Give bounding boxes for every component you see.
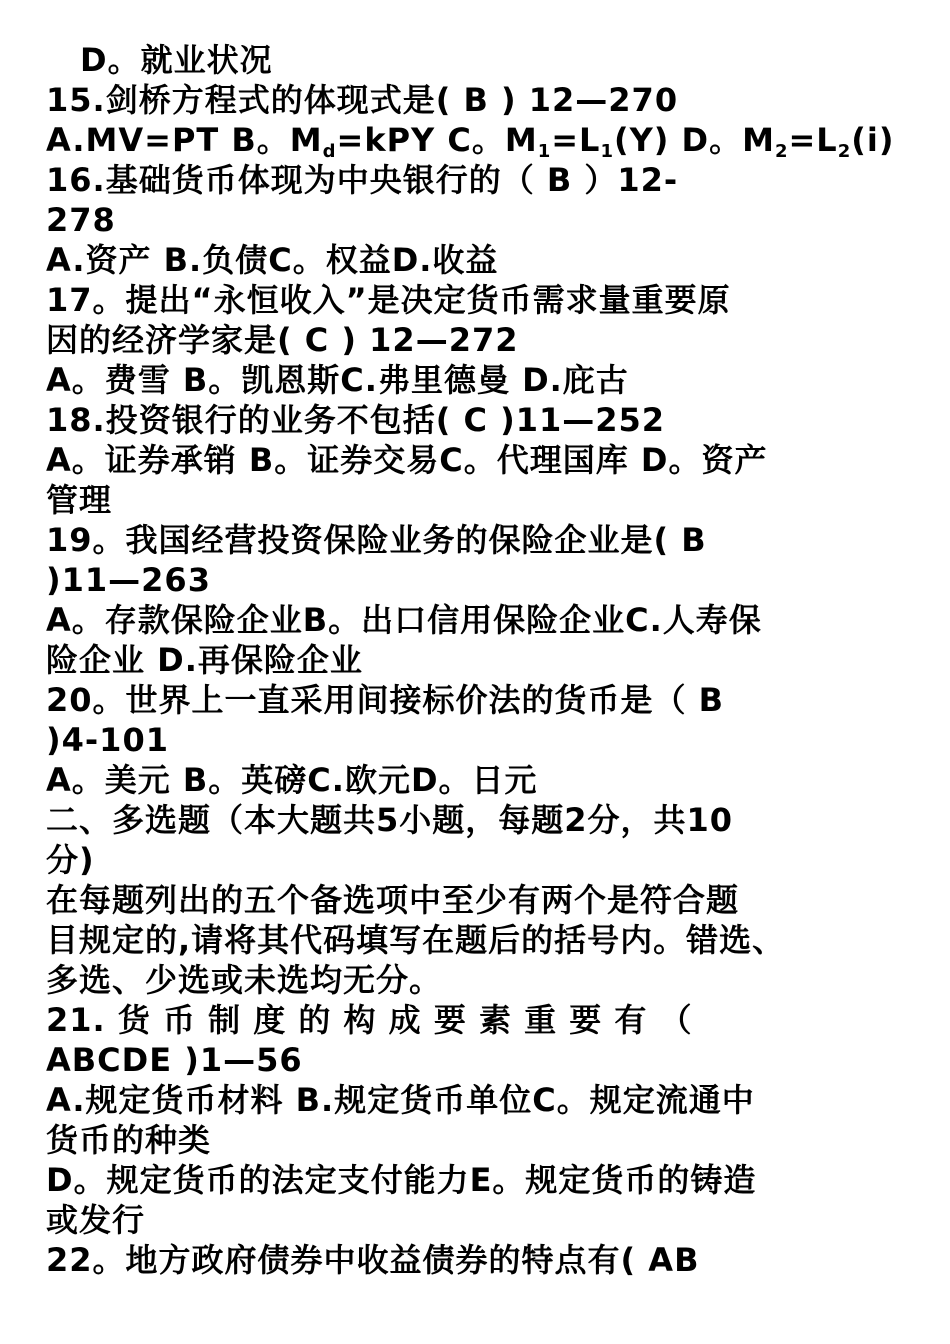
text-line-1: D。就业状况 bbox=[80, 41, 273, 79]
question-15: 15.剑桥方程式的体现式是( B ) 12—270 bbox=[46, 81, 679, 119]
formula-part: =L bbox=[788, 121, 838, 159]
question-19-cont: )11—263 bbox=[46, 561, 211, 599]
question-20-options: A。美元 B。英磅C.欧元D。日元 bbox=[46, 761, 538, 799]
subscript: 2 bbox=[774, 141, 789, 162]
section-heading: 二、多选题（本大题共5小题，每题2分，共10 bbox=[46, 801, 734, 839]
question-20: 20。世界上一直采用间接标价法的货币是（ B bbox=[46, 681, 725, 719]
question-19: 19。我国经营投资保险业务的保险企业是( B bbox=[46, 521, 707, 559]
question-21-cont: ABCDE )1—56 bbox=[46, 1041, 303, 1079]
question-15-options bbox=[46, 120, 906, 160]
question-20-cont: )4-101 bbox=[46, 721, 169, 759]
section-instructions-cont-1: 目规定的,请将其代码填写在题后的括号内。错选、 bbox=[46, 921, 786, 959]
formula-part: (i) bbox=[851, 121, 895, 159]
question-17-options: A。费雪 B。凯恩斯C.弗里德曼 D.庇古 bbox=[46, 361, 629, 399]
section-heading-cont: 分) bbox=[46, 841, 95, 879]
question-18-options-cont: 管理 bbox=[46, 481, 113, 519]
question-18: 18.投资银行的业务不包括( C )11—252 bbox=[46, 401, 666, 439]
question-21-options-1: A.规定货币材料 B.规定货币单位C。规定流通中 bbox=[46, 1081, 755, 1119]
question-18-options: A。证券承销 B。证券交易C。代理国库 D。资产 bbox=[46, 441, 768, 479]
question-16-cont: 278 bbox=[46, 201, 116, 239]
formula-part: =kPY C。M bbox=[336, 121, 538, 159]
question-17: 17。提出“永恒收入”是决定货币需求量重要原 bbox=[46, 281, 731, 319]
subscript: d bbox=[322, 141, 337, 162]
formula-part: A.MV=PT B。M bbox=[46, 121, 323, 159]
subscript: 1 bbox=[600, 141, 614, 162]
formula-part: =L bbox=[551, 121, 601, 159]
question-21-options-2-cont: 或发行 bbox=[46, 1201, 146, 1239]
question-21-options-1-cont: 货币的种类 bbox=[46, 1121, 212, 1159]
formula-part: (Y) D。M bbox=[613, 121, 775, 159]
question-19-options-cont: 险企业 D.再保险企业 bbox=[46, 641, 363, 679]
question-19-options: A。存款保险企业B。出口信用保险企业C.人寿保 bbox=[46, 601, 762, 639]
question-16: 16.基础货币体现为中央银行的（ B ）12- bbox=[46, 161, 679, 199]
subscript: 2 bbox=[837, 141, 852, 162]
question-17-cont: 因的经济学家是( C ) 12—272 bbox=[46, 321, 519, 359]
question-16-options: A.资产 B.负债C。权益D.收益 bbox=[46, 241, 499, 279]
section-instructions: 在每题列出的五个备选项中至少有两个是符合题 bbox=[46, 881, 740, 919]
section-instructions-cont-2: 多选、少选或未选均无分。 bbox=[46, 961, 443, 999]
question-22: 22。地方政府债券中收益债券的特点有( AB bbox=[46, 1241, 700, 1279]
question-21: 21. 货 币 制 度 的 构 成 要 素 重 要 有 （ bbox=[46, 1001, 693, 1039]
subscript: 1 bbox=[537, 141, 552, 162]
document-page bbox=[0, 40, 950, 1344]
question-21-options-2: D。规定货币的法定支付能力E。规定货币的铸造 bbox=[46, 1161, 757, 1199]
